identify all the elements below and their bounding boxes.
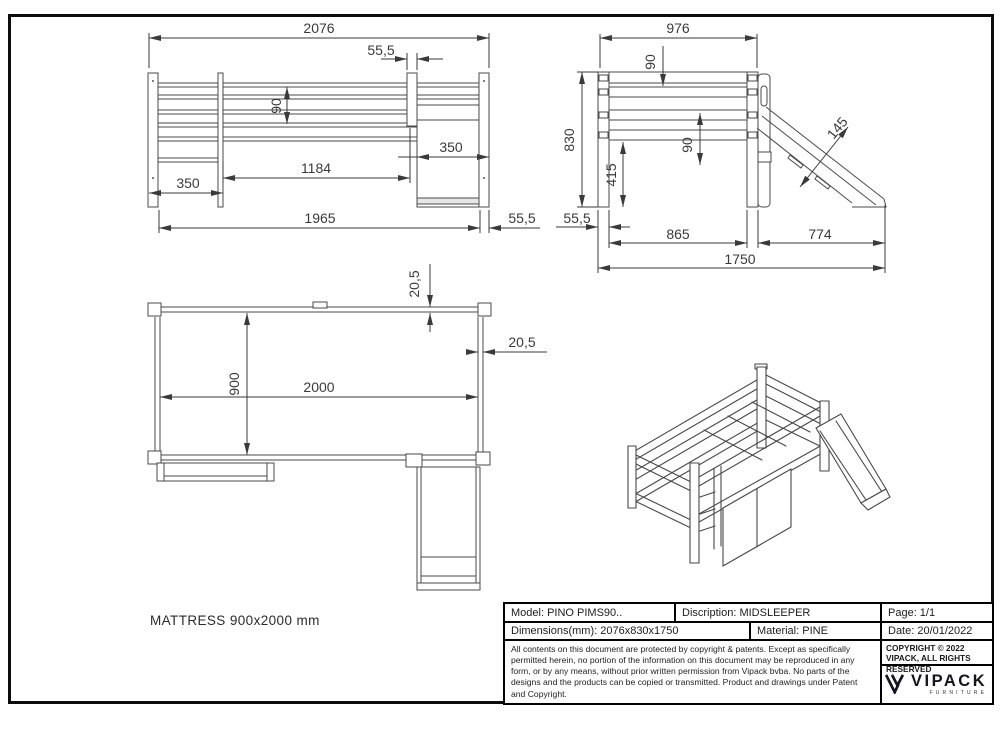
- dim-front-post-width: 55,5: [508, 210, 536, 226]
- dim-side-height: 830: [561, 128, 577, 152]
- dim-front-slat-width: 55,5: [367, 42, 395, 58]
- brand-subtitle: FURNITURE: [929, 689, 988, 696]
- dim-plan-rail-side: 20,5: [508, 334, 536, 350]
- plan-view-dimensions: [160, 264, 547, 455]
- dim-front-base-span: 1965: [304, 210, 336, 226]
- isometric-view: [628, 364, 890, 566]
- title-block-row-3: [505, 639, 992, 703]
- dim-side-total-depth: 1750: [724, 251, 756, 267]
- plan-view-labels: [226, 270, 536, 396]
- plan-view: [148, 302, 491, 590]
- dim-plan-rail-top: 20,5: [406, 270, 422, 298]
- dim-side-post-width: 55,5: [563, 210, 591, 226]
- dim-front-inner-span: 1184: [300, 160, 332, 176]
- copyright-text: COPYRIGHT © 2022 VIPACK, ALL RIGHTS RESERVED: [882, 641, 992, 666]
- model-field: Model: PINO PIMS90..: [511, 606, 623, 619]
- dim-side-inner-depth: 865: [666, 226, 690, 242]
- dimensions-field: Dimensions(mm): 2076x830x1750: [511, 624, 679, 637]
- dim-front-rail-gap: 90: [268, 98, 284, 114]
- dim-front-overall-width: 2076: [303, 20, 335, 36]
- vipack-logo: [882, 666, 992, 703]
- dim-plan-mattress-width: 900: [226, 372, 242, 396]
- description-field: Discription: MIDSLEEPER: [674, 604, 880, 621]
- mattress-note: MATTRESS 900x2000 mm: [150, 613, 320, 628]
- date-field: Date: 20/01/2022: [880, 623, 992, 638]
- dim-side-mid-rail: 90: [679, 137, 695, 153]
- page-field: Page: 1/1: [880, 604, 992, 621]
- dim-side-under-height: 415: [603, 163, 619, 187]
- legal-text: All contents on this document are protected by copyright & patents. Except as specifically permitted herein, no portion of the information on this document may be reproduced in any form, or by any means, without prior written permission from Vipack bvba. No parts of the designs and the products can be copied or transmitted. Product and drawings under Patent and Copyright.: [511, 643, 858, 699]
- title-block-row-1: [505, 604, 992, 621]
- vipack-logo-icon: [885, 674, 909, 694]
- material-field: Material: PINE: [749, 623, 880, 638]
- dim-front-slide-width: 350: [439, 139, 463, 155]
- title-block-row-2: [505, 621, 992, 638]
- dim-front-ladder-offset: 350: [176, 175, 200, 191]
- dim-side-slide-board: 145: [823, 113, 851, 142]
- brand-name: VIPACK: [911, 672, 988, 690]
- dim-side-top-rail: 90: [642, 54, 658, 70]
- dim-side-slide-run: 774: [808, 226, 832, 242]
- side-view: [598, 72, 886, 207]
- title-block: [503, 602, 994, 705]
- dim-plan-mattress-length: 2000: [303, 379, 335, 395]
- dim-side-depth: 976: [666, 20, 690, 36]
